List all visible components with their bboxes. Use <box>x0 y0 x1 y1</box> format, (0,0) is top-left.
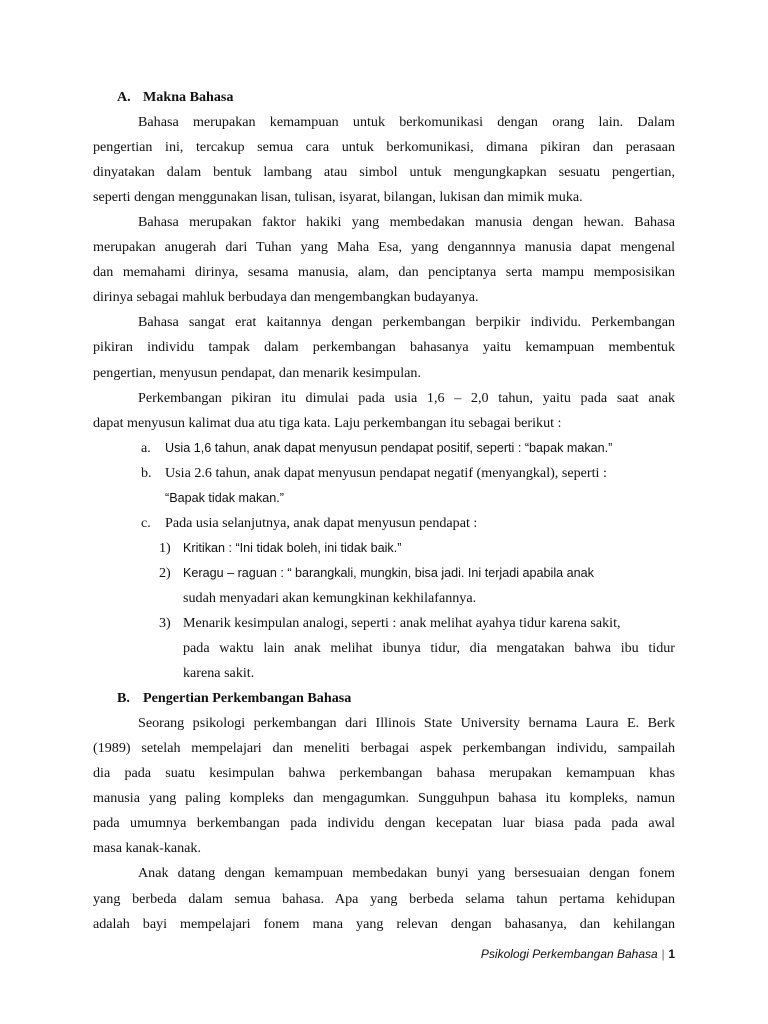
list-item-c <box>93 511 675 536</box>
section-b-title: Pengertian Perkembangan Bahasa <box>143 690 352 707</box>
list-item-a-label: a. <box>141 439 151 456</box>
section-b-p2-line-2: yang berbeda dalam semua bahasa. Apa yang berbeda selama tahun pertama kehidupan <box>93 890 675 907</box>
section-a-p4-line-1: Perkembangan pikiran itu dimulai pada usia 1,6 – 2,0 tahun, yaitu pada saat anak <box>138 389 675 406</box>
section-b-heading <box>93 686 675 711</box>
sublist-item-3 <box>93 611 675 636</box>
section-b-p1-line-3: dia pada suatu kesimpulan bahwa perkembangan bahasa merupakan kemampuan khas <box>93 765 675 782</box>
section-a-p1-line-3: dinyatakan dalam bentuk lambang atau simbol untuk mengungkapkan sesuatu pengertian, <box>93 164 675 181</box>
list-item-a-text: Usia 1,6 tahun, anak dapat menyusun pendapat positif, seperti : “bapak makan.” <box>165 440 613 455</box>
section-b-p1-line-1: Seorang psikologi perkembangan dari Illinois State University bernama Laura E. Berk <box>138 715 675 732</box>
sublist-item-1-label: 1) <box>159 539 171 556</box>
sublist-item-1 <box>93 536 675 561</box>
page-number: 1 <box>668 947 675 961</box>
section-a-p1-line-1: Bahasa merupakan kemampuan untuk berkomunikasi dengan orang lain. Dalam <box>138 114 675 131</box>
sublist-item-1-text: Kritikan : “Ini tidak boleh, ini tidak baik.” <box>183 540 402 555</box>
sublist-item-2-text: Keragu – raguan : “ barangkali, mungkin, bisa jadi. Ini terjadi apabila anak <box>183 565 594 580</box>
section-b-p1-line-4: manusia yang paling kompleks dan mengagumkan. Sungguhpun bahasa itu kompleks, namun <box>93 790 675 807</box>
section-a-p2-line-1: Bahasa merupakan faktor hakiki yang membedakan manusia dengan hewan. Bahasa <box>138 214 675 231</box>
list-item-c-text: Pada usia selanjutnya, anak dapat menyusun pendapat : <box>165 514 478 531</box>
section-a-p1-line-2: pengertian ini, tercakup semua cara untuk berkomunikasi, dimana pikiran dan perasaan <box>93 139 675 156</box>
section-a-p3-line-2: pikiran individu tampak dalam perkembangan bahasanya yaitu kemampuan membentuk <box>93 339 675 356</box>
section-a-p1-line-4: seperti dengan menggunakan lisan, tulisan, isyarat, bilangan, lukisan dan mimik muka. <box>93 189 583 206</box>
section-a-title: Makna Bahasa <box>143 89 234 105</box>
sublist-item-2-continuation: sudah menyadari akan kemungkinan kekhilafannya. <box>183 589 477 606</box>
list-item-b-cont-text: “Bapak tidak makan.” <box>165 490 284 505</box>
footer-title: Psikologi Perkembangan Bahasa <box>480 947 658 961</box>
list-item-b-label: b. <box>141 464 152 481</box>
section-a-p3-line-3: pengertian, menyusun pendapat, dan menarik kesimpulan. <box>93 364 421 381</box>
sublist-item-3-continuation-2: karena sakit. <box>183 665 255 682</box>
footer-separator: | <box>661 946 665 961</box>
page-footer <box>481 946 675 962</box>
section-b-p2-line-3: adalah bayi mempelajari fonem mana yang relevan dengan bahasanya, dan kehilangan <box>93 915 675 932</box>
section-a-heading <box>93 85 675 110</box>
section-a-label: A. <box>117 89 131 105</box>
document-body <box>93 85 675 937</box>
section-b-label: B. <box>117 690 130 707</box>
sublist-item-2-label: 2) <box>159 564 171 581</box>
section-a-p2-line-3: dan memahami dirinya, sesama manusia, alam, dan penciptanya serta mampu memposisikan <box>93 264 675 281</box>
list-item-b-text: Usia 2.6 tahun, anak dapat menyusun pendapat negatif (menyangkal), seperti : <box>165 464 607 481</box>
section-a-p2-line-2: merupakan anugerah dari Tuhan yang Maha Esa, yang dengannnya manusia dapat mengenal <box>93 239 675 256</box>
section-b-p1-line-2: (1989) setelah mempelajari dan meneliti berbagai aspek perkembangan individu, sampailah <box>93 740 675 757</box>
section-b-p2-line-1: Anak datang dengan kemampuan membedakan bunyi yang bersesuaian dengan fonem <box>138 865 675 882</box>
section-a-p4-line-2: dapat menyusun kalimat dua atu tiga kata. Laju perkembangan itu sebagai berikut : <box>93 414 562 431</box>
section-b-p1-line-5: pada umumnya berkembangan pada individu dengan kecepatan luar biasa pada pada awal <box>93 815 675 832</box>
list-item-a <box>93 436 675 461</box>
list-item-b-continuation <box>93 486 675 511</box>
sublist-item-3-continuation-1: pada waktu lain anak melihat ibunya tidur, dia mengatakan bahwa ibu tidur <box>183 640 675 657</box>
section-a-p2-line-4: dirinya sebagai mahluk berbudaya dan mengembangkan budayanya. <box>93 289 479 306</box>
sublist-item-2 <box>93 561 675 586</box>
section-a-p3-line-1: Bahasa sangat erat kaitannya dengan perkembangan berpikir individu. Perkembangan <box>138 314 675 331</box>
sublist-item-3-label: 3) <box>159 614 171 631</box>
list-item-c-label: c. <box>141 514 151 531</box>
section-b-p1-line-6: masa kanak-kanak. <box>93 840 202 857</box>
sublist-item-3-text: Menarik kesimpulan analogi, seperti : anak melihat ayahya tidur karena sakit, <box>183 614 621 631</box>
list-item-b <box>93 461 675 486</box>
